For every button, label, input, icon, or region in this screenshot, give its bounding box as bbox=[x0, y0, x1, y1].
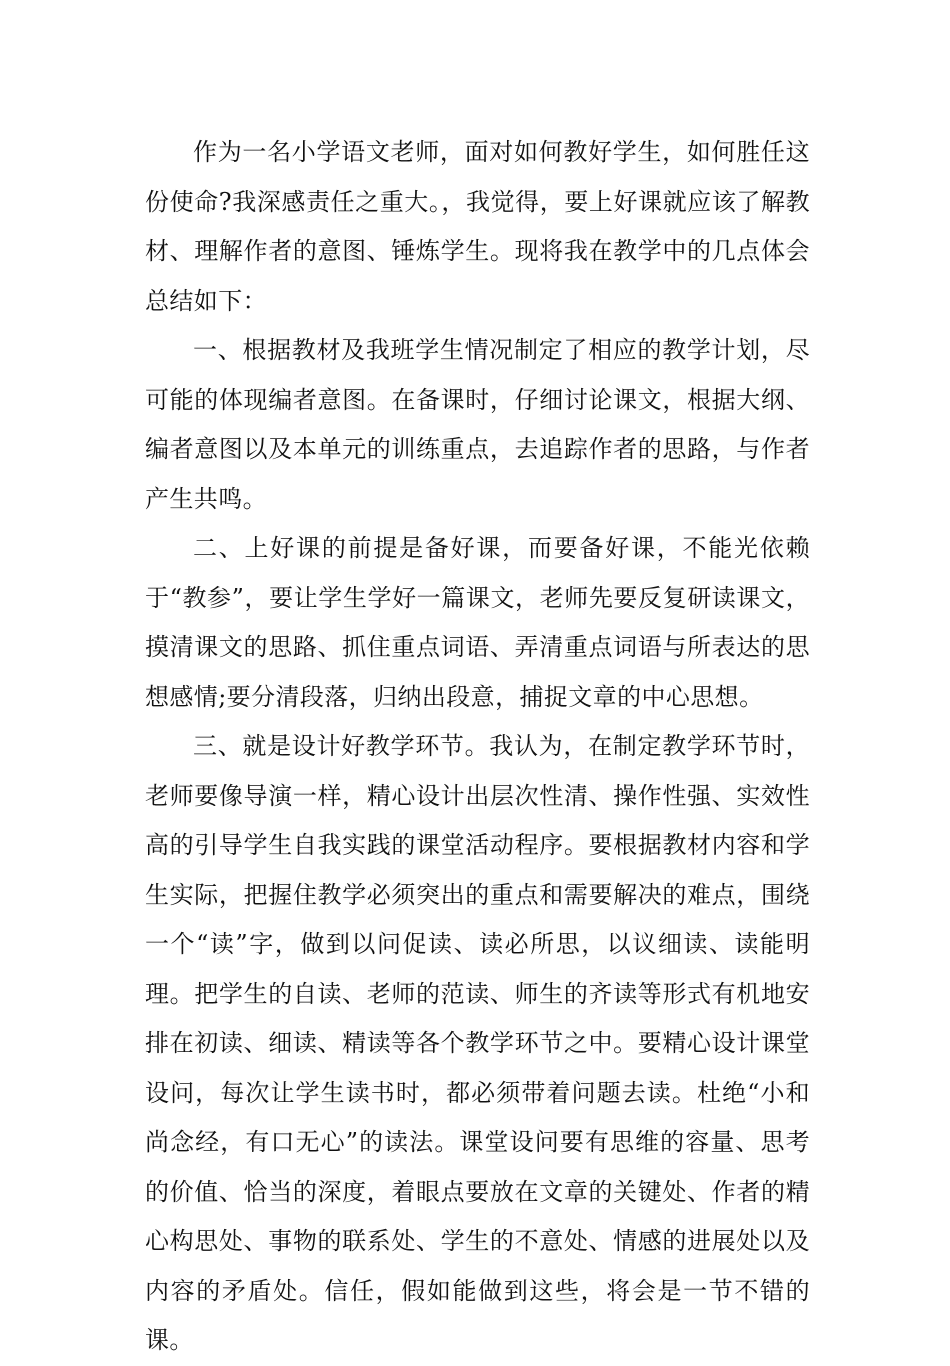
paragraph-point-three: 三、就是设计好教学环节。我认为，在制定教学环节时，老师要像导演一样，精心设计出层次性清、操作性强、实效性高的引导学生自我实践的课堂活动程序。要根据教材内容和学生实际，把握住教学必须突出的重点和需要解决的难点，围绕一个“读”字，做到以问促读、读必所思，以议细读、读能明理。把学生的自读、老师的范读、师生的齐读等形式有机地安排在初读、细读、精读等各个教学环节之中。要精心设计课堂设问，每次让学生读书时，都必须带着问题去读。杜绝“小和尚念经，有口无心”的读法。课堂设问要有思维的容量、思考的价值、恰当的深度，着眼点要放在文章的关键处、作者的精心构思处、事物的联系处、学生的不意处、情感的进展处以及内容的矛盾处。信任，假如能做到这些，将会是一节不错的课。 bbox=[145, 732, 810, 1354]
paragraph-point-two: 二、上好课的前提是备好课，而要备好课，不能光依赖于“教参”，要让学生学好一篇课文，老师先要反复研读课文，摸清课文的思路、抓住重点词语、弄清重点词语与所表达的思想感情;要分清段落，归纳出段意，捕捉文章的中心思想。 bbox=[145, 534, 810, 711]
document-body bbox=[145, 128, 810, 1366]
paragraph-point-one: 一、根据教材及我班学生情况制定了相应的教学计划，尽可能的体现编者意图。在备课时，仔细讨论课文，根据大纲、编者意图以及本单元的训练重点，去追踪作者的思路，与作者产生共鸣。 bbox=[145, 336, 810, 513]
paragraph-intro: 作为一名小学语文老师，面对如何教好学生，如何胜任这份使命?我深感责任之重大。，我觉得，要上好课就应该了解教材、理解作者的意图、锤炼学生。现将我在教学中的几点体会总结如下： bbox=[145, 138, 810, 315]
